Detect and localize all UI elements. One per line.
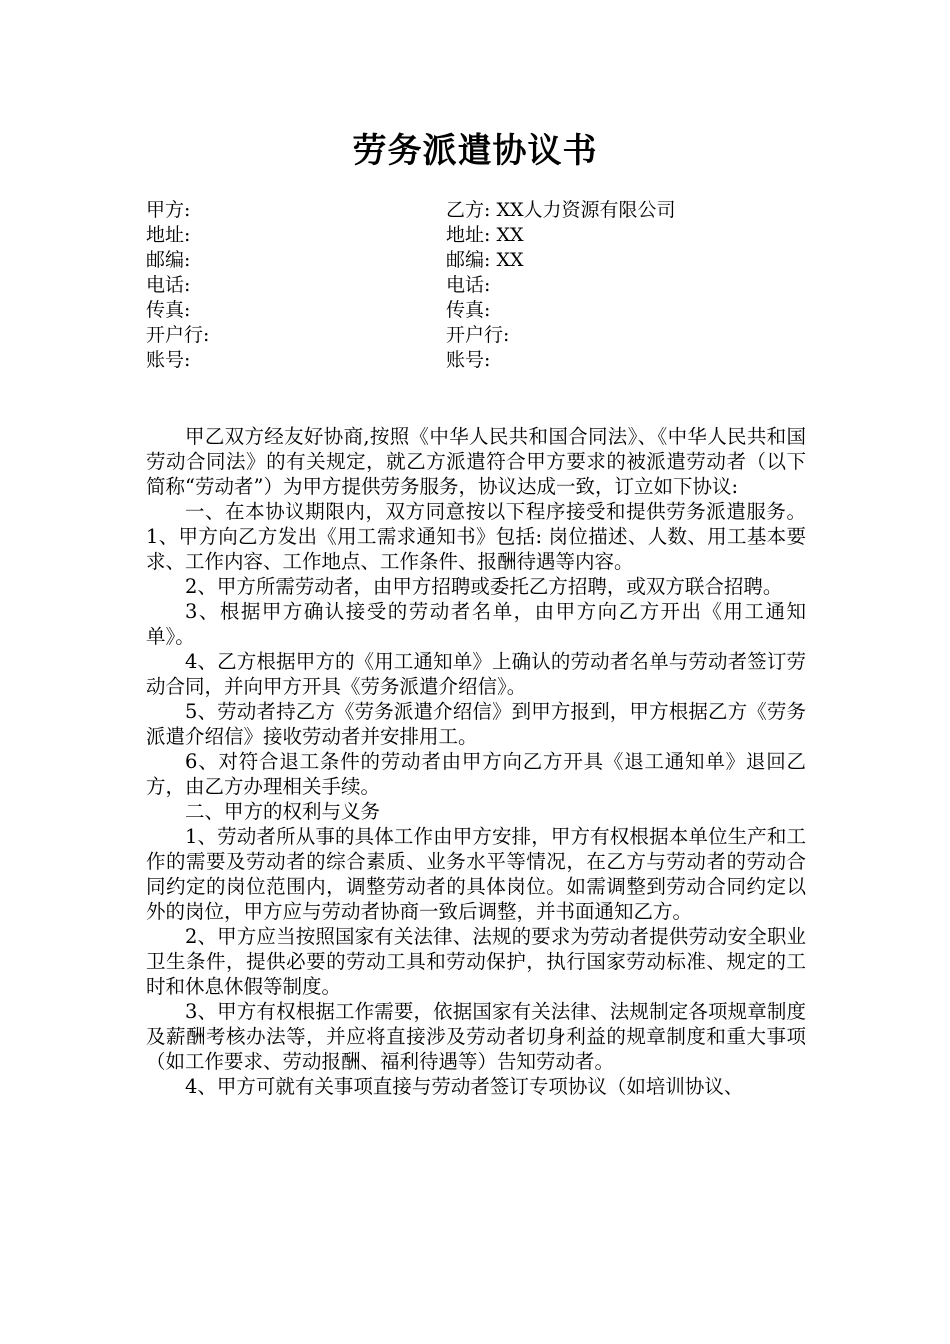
paragraph-clause-2-4: 4、甲方可就有关事项直接与劳动者签订专项协议（如培训协议、	[185, 1075, 744, 1098]
document-title: 劳务派遣协议书	[352, 131, 598, 171]
party-a-fax: 传真:	[146, 299, 191, 321]
party-row-address	[146, 223, 826, 248]
party-b-postcode: 邮编: XX	[446, 249, 524, 271]
party-row-fax	[146, 298, 826, 323]
paragraph-clause-1-2: 2、甲方所需劳动者，由甲方招聘或委托乙方招聘，或双方联合招聘。	[185, 575, 783, 598]
party-row-postcode	[146, 248, 826, 273]
party-row-bank	[146, 323, 826, 348]
party-b-account: 账号:	[446, 349, 491, 371]
paragraph-clause-2-3: 3、甲方有权根据工作需要，依据国家有关法律、法规制定各项规章制度及薪酬考核办法等，并应将直接涉及劳动者切身利益的规章制度和重大事项（如工作要求、劳动报酬、福利待遇等）告知劳动者。	[146, 1000, 806, 1073]
party-info-block	[146, 198, 826, 373]
paragraph-clause-2-2: 2、甲方应当按照国家有关法律、法规的要求为劳动者提供劳动安全职业卫生条件，提供必要的劳动工具和劳动保护，执行国家劳动标准、规定的工时和休息休假等制度。	[146, 925, 806, 998]
party-a-address: 地址:	[146, 224, 191, 246]
party-a-bank: 开户行:	[146, 324, 210, 346]
party-b-bank: 开户行:	[446, 324, 510, 346]
paragraph-clause-2-1: 1、劳动者所从事的具体工作由甲方安排，甲方有权根据本单位生产和工作的需要及劳动者的综合素质、业务水平等情况，在乙方与劳动者的劳动合同约定的岗位范围内，调整劳动者的具体岗位。如需调整到劳动合同约定以外的岗位，甲方应与劳动者协商一致后调整，并书面通知乙方。	[146, 825, 806, 923]
party-row-account	[146, 348, 826, 373]
paragraph-clause-1-3: 3、根据甲方确认接受的劳动者名单，由甲方向乙方开出《用工通知单》。	[146, 600, 806, 648]
party-a-name: 甲方:	[146, 199, 191, 221]
agreement-body	[146, 424, 806, 1099]
paragraph-section-1: 一、在本协议期限内，双方同意按以下程序接受和提供劳务派遣服务。1、甲方向乙方发出《用工需求通知书》包括: 岗位描述、人数、用工基本要求、工作内容、工作地点、工作条件、报酬待遇等内容。	[146, 500, 806, 573]
party-b-fax: 传真:	[446, 299, 491, 321]
paragraph-clause-1-4: 4、乙方根据甲方的《用工通知单》上确认的劳动者名单与劳动者签订劳动合同，并向甲方开具《劳务派遣介绍信》。	[146, 650, 806, 698]
party-a-phone: 电话:	[146, 274, 191, 296]
party-b-address: 地址: XX	[446, 224, 524, 246]
paragraph-clause-1-6: 6、对符合退工条件的劳动者由甲方向乙方开具《退工通知单》退回乙方，由乙方办理相关手续。	[146, 750, 806, 798]
paragraph-clause-1-5: 5、劳动者持乙方《劳务派遣介绍信》到甲方报到，甲方根据乙方《劳务派遣介绍信》接收劳动者并安排用工。	[146, 700, 806, 748]
party-b-phone: 电话:	[446, 274, 491, 296]
party-b-name: 乙方: XX人力资源有限公司	[446, 199, 676, 221]
party-row-name	[146, 198, 826, 223]
party-row-phone	[146, 273, 826, 298]
party-a-postcode: 邮编:	[146, 249, 191, 271]
paragraph-preamble: 甲乙双方经友好协商,按照《中华人民共和国合同法》、《中华人民共和国劳动合同法》的有关规定，就乙方派遣符合甲方要求的被派遣劳动者（以下简称“劳动者”）为甲方提供劳务服务，协议达成一致，订立如下协议:	[146, 425, 806, 498]
section-heading-2: 二、甲方的权利与义务	[185, 800, 381, 823]
party-a-account: 账号:	[146, 349, 191, 371]
